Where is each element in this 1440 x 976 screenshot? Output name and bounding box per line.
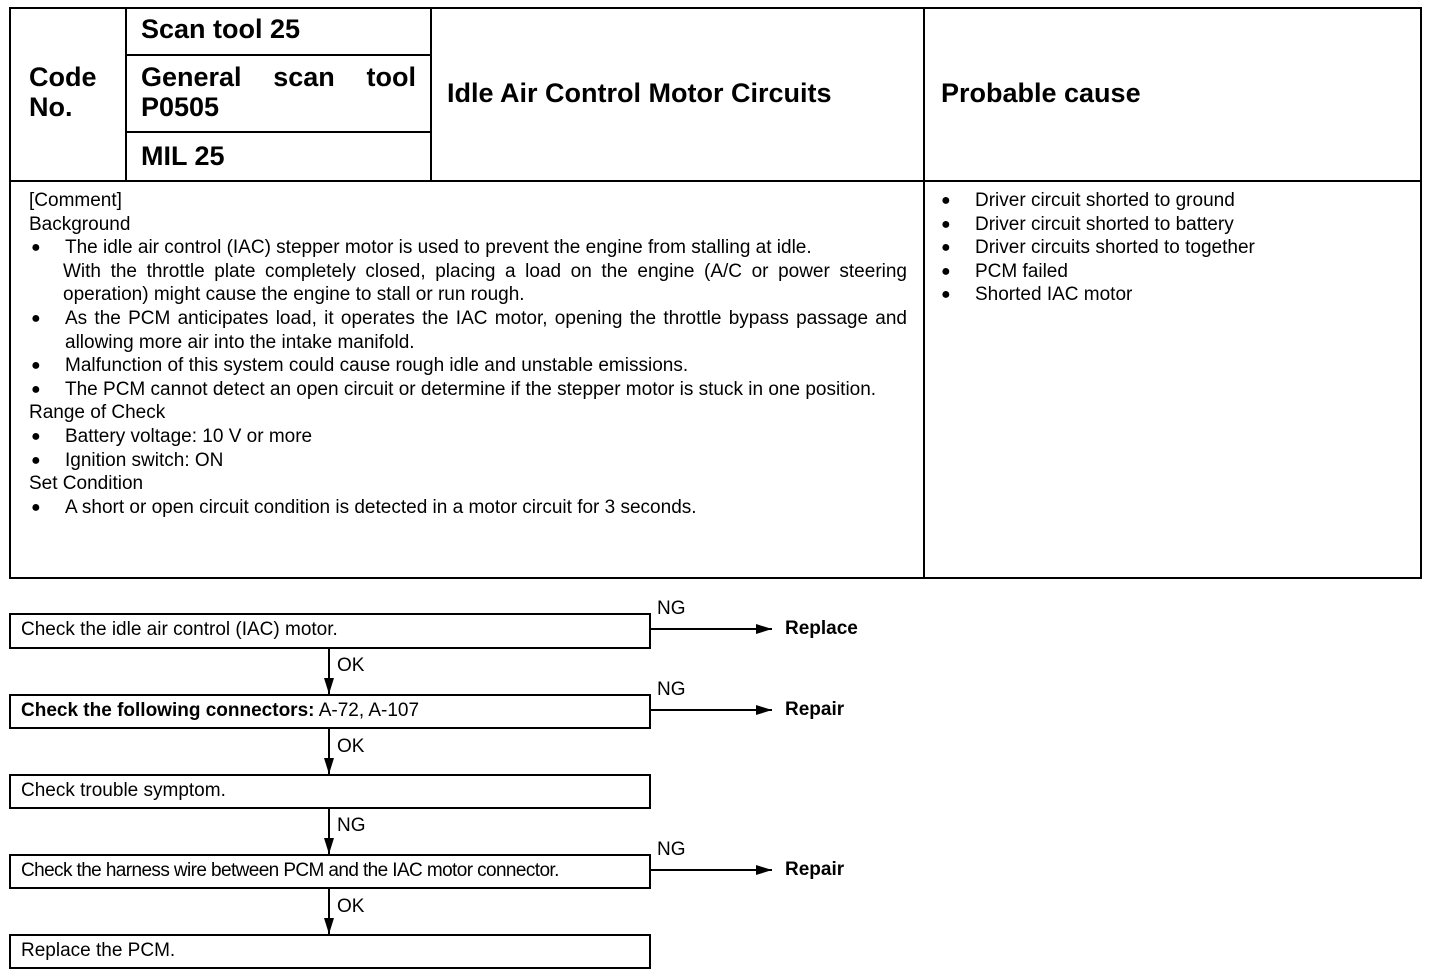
mil-code: MIL 25 (141, 141, 225, 171)
flow-step-check-harness-wire: Check the harness wire between PCM and the IAC motor connector. (9, 854, 651, 889)
flow-step-check-connectors: Check the following connectors: A-72, A-107 (9, 694, 651, 729)
bullet-icon: ● (941, 215, 951, 233)
ng-label: NG (657, 679, 686, 700)
action-repair: Repair (785, 699, 845, 720)
ok-label: OK (337, 655, 365, 676)
set-condition-label: Set Condition (29, 473, 144, 495)
flow-step-check-trouble-symptom: Check trouble symptom. (9, 774, 651, 809)
list-item: ● A short or open circuit condition is detected in a motor circuit for 3 seconds. (31, 496, 697, 518)
list-item: ● Shorted IAC motor (941, 284, 1133, 306)
flow-step-check-iac-motor: Check the idle air control (IAC) motor. (9, 613, 651, 649)
bullet-icon: ● (31, 309, 41, 327)
arrowhead-icon (324, 918, 334, 934)
list-item: ● The idle air control (IAC) stepper motor is used to prevent the engine from stalling at idle. (31, 237, 812, 259)
background-label: Background (29, 213, 131, 235)
range-of-check-label: Range of Check (29, 402, 166, 424)
bullet-icon: ● (31, 357, 41, 375)
arrowhead-icon (324, 758, 334, 774)
list-item: ● Malfunction of this system could cause rough idle and unstable emissions. (31, 355, 689, 377)
list-item: ● Driver circuit shorted to battery (941, 213, 1234, 235)
ng-label: NG (337, 815, 366, 836)
scan-tool-code: Scan tool 25 (141, 14, 301, 44)
list-item: ● Driver circuit shorted to ground (941, 190, 1235, 211)
general-scan-tool-code: General scan tool P0505 (141, 62, 416, 122)
bullet-icon: ● (31, 380, 41, 398)
arrowhead-icon (324, 838, 334, 854)
list-item: ● Battery voltage: 10 V or more (31, 425, 313, 447)
comment-label: [Comment] (29, 190, 122, 211)
ok-label: OK (337, 736, 365, 757)
ng-label: NG (657, 598, 686, 619)
bullet-icon: ● (31, 498, 41, 516)
list-item: ● Driver circuits shorted to together (941, 237, 1255, 259)
bullet-icon: ● (31, 451, 41, 469)
bullet-icon: ● (31, 239, 41, 257)
list-item: ● As the PCM anticipates load, it operates the IAC motor, opening the throttle bypass passage and allowing more air into the intake manifold. (31, 307, 907, 353)
probable-cause-heading: Probable cause (941, 78, 1141, 108)
bullet-icon: ● (941, 286, 951, 304)
bullet-icon: ● (941, 262, 951, 280)
list-item: ● PCM failed (941, 260, 1068, 282)
ng-label: NG (657, 839, 686, 860)
bullet-icon: ● (941, 239, 951, 257)
ok-label: OK (337, 896, 365, 917)
action-replace: Replace (785, 618, 858, 639)
page-title: Idle Air Control Motor Circuits (447, 78, 832, 108)
list-item-continuation: With the throttle plate completely closed, placing a load on the engine (A/C or power steering operation) might cause the engine to stall or run rough. (63, 260, 907, 306)
bullet-icon: ● (941, 192, 951, 209)
arrowhead-icon (324, 678, 334, 694)
list-item: ● Ignition switch: ON (31, 449, 224, 471)
list-item: ● The PCM cannot detect an open circuit or determine if the stepper motor is stuck in one position. (31, 378, 877, 400)
flow-step-replace-pcm: Replace the PCM. (9, 934, 651, 969)
action-repair: Repair (785, 859, 845, 880)
code-no-label: Code No. (29, 62, 97, 122)
bullet-icon: ● (31, 427, 41, 445)
